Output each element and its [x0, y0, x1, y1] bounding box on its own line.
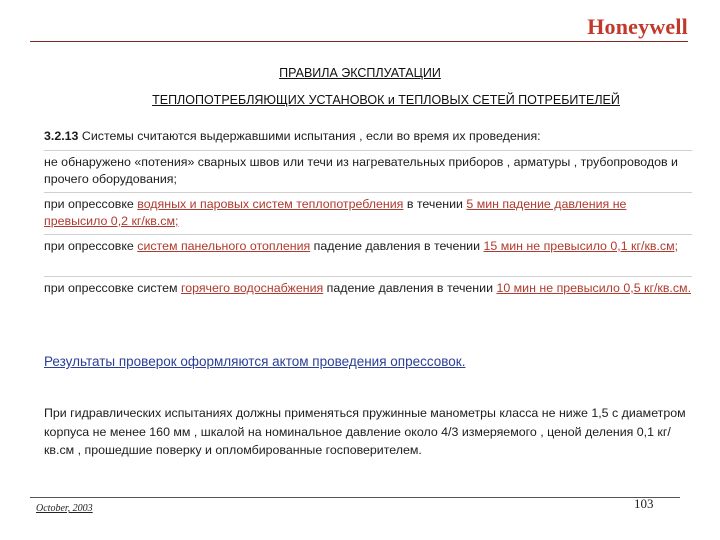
header-rule: [30, 41, 688, 42]
divider: [44, 150, 692, 151]
item-text: при опрессовке: [44, 197, 138, 211]
item-text: при опрессовке систем: [44, 281, 181, 295]
item-text: падение давления в течении: [323, 281, 497, 295]
page-subtitle: ТЕПЛОПОТРЕБЛЯЮЩИХ УСТАНОВОК и ТЕПЛОВЫХ СЕТЕЙ ПОТРЕБИТЕЛЕЙ: [152, 93, 620, 107]
item-highlight: горячего водоснабжения: [180, 281, 324, 295]
item-highlight: 10 мин не превысило 0,5 кг/кв.см.: [496, 281, 692, 295]
divider: [44, 276, 692, 277]
page-title: ПРАВИЛА ЭКСПЛУАТАЦИИ: [279, 66, 441, 80]
section-intro-text: Системы считаются выдержавшими испытания , если во время их проведения:: [78, 129, 541, 143]
item-text: при опрессовке: [44, 239, 138, 253]
item-highlight: 15 мин не превысило 0,1 кг/кв.см;: [483, 239, 679, 253]
item-text: падение давления в течении: [310, 239, 484, 253]
condition-paragraph: не обнаружено «потения» сварных швов или течи из нагревательных приборов , арматуры , трубопроводов и прочего оборудования;: [44, 155, 678, 186]
manometers-paragraph: При гидравлических испытаниях должны применяться пружинные манометры класса не ниже 1,5 с диаметром корпуса не менее 160 мм , шкалой на номинальное давление около 4/3 измеряемого , ценой деления 0,1 кг/кв.см , прошедшие поверку и опломбированные госповерителем.: [44, 406, 686, 457]
section-number: 3.2.13: [44, 129, 79, 143]
brand-logo: Honeywell: [587, 14, 688, 39]
item-panel-heating: [44, 238, 692, 255]
divider: [44, 234, 692, 235]
item-water-steam: [44, 196, 692, 230]
item-highlight: водяных и паровых систем теплопотребления: [137, 197, 404, 211]
item-hot-water: [44, 280, 692, 297]
item-highlight: 5 мин падение давления не превысило 0,2 кг/кв.см;: [44, 197, 627, 228]
divider: [44, 192, 692, 193]
section-intro: [44, 128, 692, 145]
footer-date: October, 2003: [36, 503, 93, 514]
footer-rule: [30, 497, 680, 498]
item-text: в течении: [403, 197, 467, 211]
results-statement: Результаты проверок оформляются актом проведения опрессовок.: [44, 354, 466, 369]
item-highlight: систем панельного отопления: [137, 239, 311, 253]
page-number: 103: [634, 496, 654, 511]
